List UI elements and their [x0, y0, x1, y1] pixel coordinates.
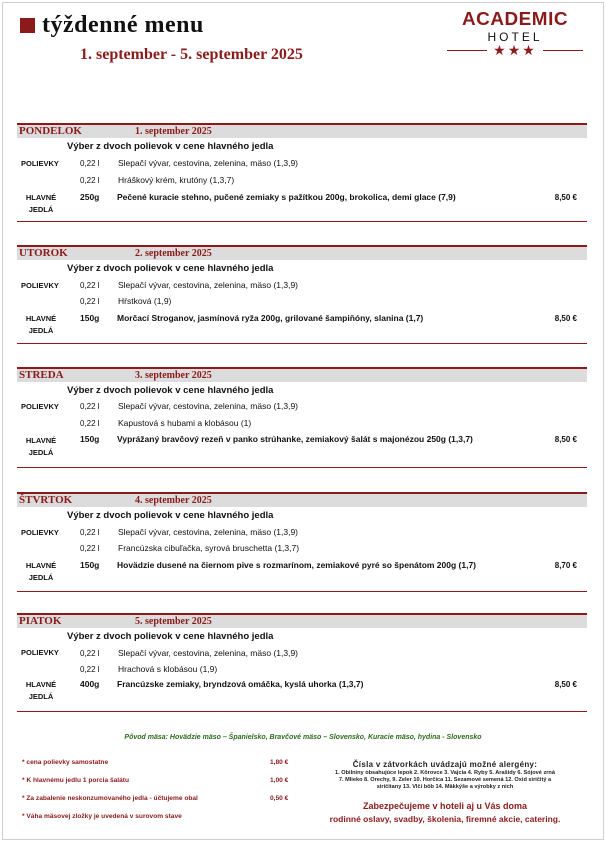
main-qty: 400g: [80, 679, 100, 689]
soup-qty: 0,22 l: [80, 665, 100, 674]
soup-choice-note: Výber z dvoch polievok v cene hlavného jedla: [67, 631, 274, 642]
day-name: PIATOK: [19, 615, 62, 627]
main-label-line1: HLAVNÉ: [25, 680, 57, 689]
note-salad-price-value: 1,00 €: [270, 777, 289, 784]
main-dish: Hovädzie dusené na čiernom pive s rozmarínom, zemiakové pyré so špenátom 200g (1,7): [117, 560, 477, 570]
day-divider: [17, 343, 587, 344]
day-name: STREDA: [19, 369, 64, 381]
main-label-line1: HLAVNÉ: [25, 314, 57, 323]
day-date: 4. september 2025: [135, 495, 212, 506]
day-name: ŠTVRTOK: [19, 494, 73, 506]
note-salad-price: * K hlavnému jedlu 1 porcia šalátu: [22, 777, 129, 784]
soup-item: Hráškový krém, krutóny (1,3,7): [118, 175, 235, 185]
main-dish-label: [23, 435, 59, 459]
soup-item: Slepačí vývar, cestovina, zelenina, mäso (1,3,9): [118, 401, 299, 411]
main-qty: 250g: [80, 192, 100, 202]
day-name: UTOROK: [19, 247, 68, 259]
day-date: 2. september 2025: [135, 248, 212, 259]
main-label-line2: JEDLÁ: [28, 448, 54, 457]
menu-title-text: týždenné menu: [42, 12, 204, 38]
day-name: PONDELOK: [19, 125, 82, 137]
soup-item: Slepačí vývar, cestovina, zelenina, mäso (1,3,9): [118, 158, 299, 168]
main-dish: Vyprážaný bravčový rezeň v panko strúhanke, zemiakový šalát s majonézou 250g (1,3,7): [117, 434, 473, 444]
main-price: 8,70 €: [554, 561, 577, 570]
soups-label: POLIEVKY: [21, 159, 59, 168]
soup-qty: 0,22 l: [80, 649, 100, 658]
day-divider: [17, 221, 587, 222]
soup-item: Kapustová s hubami a klobásou (1): [118, 418, 252, 428]
allergen-line: 1. Obilniny obsahujúce lepok 2. Kôrovce 3. Vajcia 4. Ryby 5. Arašidy 6. Sójové zrná: [335, 770, 555, 776]
main-dish: Francúzske zemiaky, bryndzová omáčka, kyslá uhorka (1,3,7): [117, 679, 364, 689]
main-price: 8,50 €: [554, 193, 577, 202]
day-date: 1. september 2025: [135, 126, 212, 137]
main-dish-label: [23, 679, 59, 703]
day-section-tuesday: [17, 245, 587, 335]
main-label-line2: JEDLÁ: [28, 326, 54, 335]
logo-line-right: [543, 50, 583, 51]
logo-line-left: [447, 50, 487, 51]
allergen-line: siričitany 13. Vlčí bôb 14. Mäkkýše a výrobky z nich: [376, 784, 514, 790]
soup-item: Hŕstková (1,9): [118, 296, 172, 306]
day-section-friday: [17, 613, 587, 701]
day-section-thursday: [17, 492, 587, 582]
title-square-icon: [20, 18, 35, 33]
main-label-line1: HLAVNÉ: [25, 193, 57, 202]
day-date: 3. september 2025: [135, 370, 212, 381]
soups-label: POLIEVKY: [21, 281, 59, 290]
day-header: [17, 367, 587, 382]
date-range: 1. september - 5. september 2025: [80, 46, 303, 63]
main-label-line1: HLAVNÉ: [25, 561, 57, 570]
soup-qty: 0,22 l: [80, 419, 100, 428]
soup-choice-note: Výber z dvoch polievok v cene hlavného jedla: [67, 141, 274, 152]
soup-item: Hrachová s klobásou (1,9): [118, 664, 218, 674]
main-dish: Morčací Stroganov, jasmínová ryža 200g, grilované šampiňóny, slanina (1,7): [117, 313, 424, 323]
allergen-list: [300, 770, 590, 791]
day-divider: [17, 711, 587, 712]
day-header: [17, 613, 587, 628]
day-section-wednesday: [17, 367, 587, 457]
main-qty: 150g: [80, 434, 100, 444]
soup-item: Slepačí vývar, cestovina, zelenina, mäso (1,3,9): [118, 648, 299, 658]
day-header: [17, 123, 587, 138]
soup-qty: 0,22 l: [80, 159, 100, 168]
main-dish-label: [23, 192, 59, 216]
main-label-line2: JEDLÁ: [28, 573, 54, 582]
note-weight: * Váha mäsovej zložky je uvedená v surovom stave: [22, 813, 182, 820]
note-soup-price: * cena polievky samostatne: [22, 759, 109, 766]
soup-qty: 0,22 l: [80, 402, 100, 411]
soup-qty: 0,22 l: [80, 544, 100, 553]
note-packaging: * Za zabalenie neskonzumovaného jedla - účtujeme obal: [22, 795, 198, 802]
day-divider: [17, 467, 587, 468]
main-dish-label: [23, 313, 59, 337]
promo-heading: Zabezpečujeme v hoteli aj u Vás doma: [362, 801, 528, 811]
soups-label: POLIEVKY: [21, 528, 59, 537]
logo-stars: ★★★: [493, 42, 537, 58]
soup-item: Francúzska cibuľačka, syrová bruschetta (1,3,7): [118, 543, 300, 553]
soup-item: Slepačí vývar, cestovina, zelenina, mäso (1,3,9): [118, 280, 299, 290]
day-divider: [17, 591, 587, 592]
main-price: 8,50 €: [554, 314, 577, 323]
main-price: 8,50 €: [554, 435, 577, 444]
soup-item: Slepačí vývar, cestovina, zelenina, mäso (1,3,9): [118, 527, 299, 537]
promo-services: rodinné oslavy, svadby, školenia, firemné akcie, catering.: [329, 814, 561, 824]
day-header: [17, 245, 587, 260]
soups-label: POLIEVKY: [21, 402, 59, 411]
main-label-line1: HLAVNÉ: [25, 436, 57, 445]
main-qty: 150g: [80, 560, 100, 570]
soup-choice-note: Výber z dvoch polievok v cene hlavného jedla: [67, 385, 274, 396]
main-dish-label: [23, 560, 59, 584]
logo-subtitle: HOTEL: [487, 30, 543, 44]
day-section-monday: [17, 123, 587, 214]
allergen-line: 7. Mlieko 8. Orechy, 9. Zeler 10. Horčica 11. Sezamové semená 12. Oxid siričitý a: [338, 777, 552, 783]
meat-origin-note: Pôvod mäsa: Hovädzie mäso – Španielsko, Bravčové mäso – Slovensko, Kuracie mäso, hydina - Slovensko: [124, 734, 482, 741]
soup-qty: 0,22 l: [80, 176, 100, 185]
soup-qty: 0,22 l: [80, 297, 100, 306]
main-label-line2: JEDLÁ: [28, 205, 54, 214]
hotel-logo: [447, 10, 583, 62]
note-packaging-value: 0,50 €: [270, 795, 289, 802]
soup-qty: 0,22 l: [80, 528, 100, 537]
allergen-heading: Čísla v zátvorkách uvádzajú možné alergény:: [352, 760, 538, 769]
main-qty: 150g: [80, 313, 100, 323]
soup-choice-note: Výber z dvoch polievok v cene hlavného jedla: [67, 263, 274, 274]
soup-choice-note: Výber z dvoch polievok v cene hlavného jedla: [67, 510, 274, 521]
main-label-line2: JEDLÁ: [28, 692, 54, 701]
logo-name: ACADEMIC: [461, 9, 569, 29]
main-price: 8,50 €: [554, 680, 577, 689]
soups-label: POLIEVKY: [21, 648, 59, 657]
note-soup-price-value: 1,80 €: [270, 759, 289, 766]
main-dish: Pečené kuracie stehno, pučené zemiaky s pažítkou 200g, brokolica, demi glace (7,9): [117, 192, 456, 202]
soup-qty: 0,22 l: [80, 281, 100, 290]
menu-title: [20, 12, 204, 39]
day-header: [17, 492, 587, 507]
day-date: 5. september 2025: [135, 616, 212, 627]
